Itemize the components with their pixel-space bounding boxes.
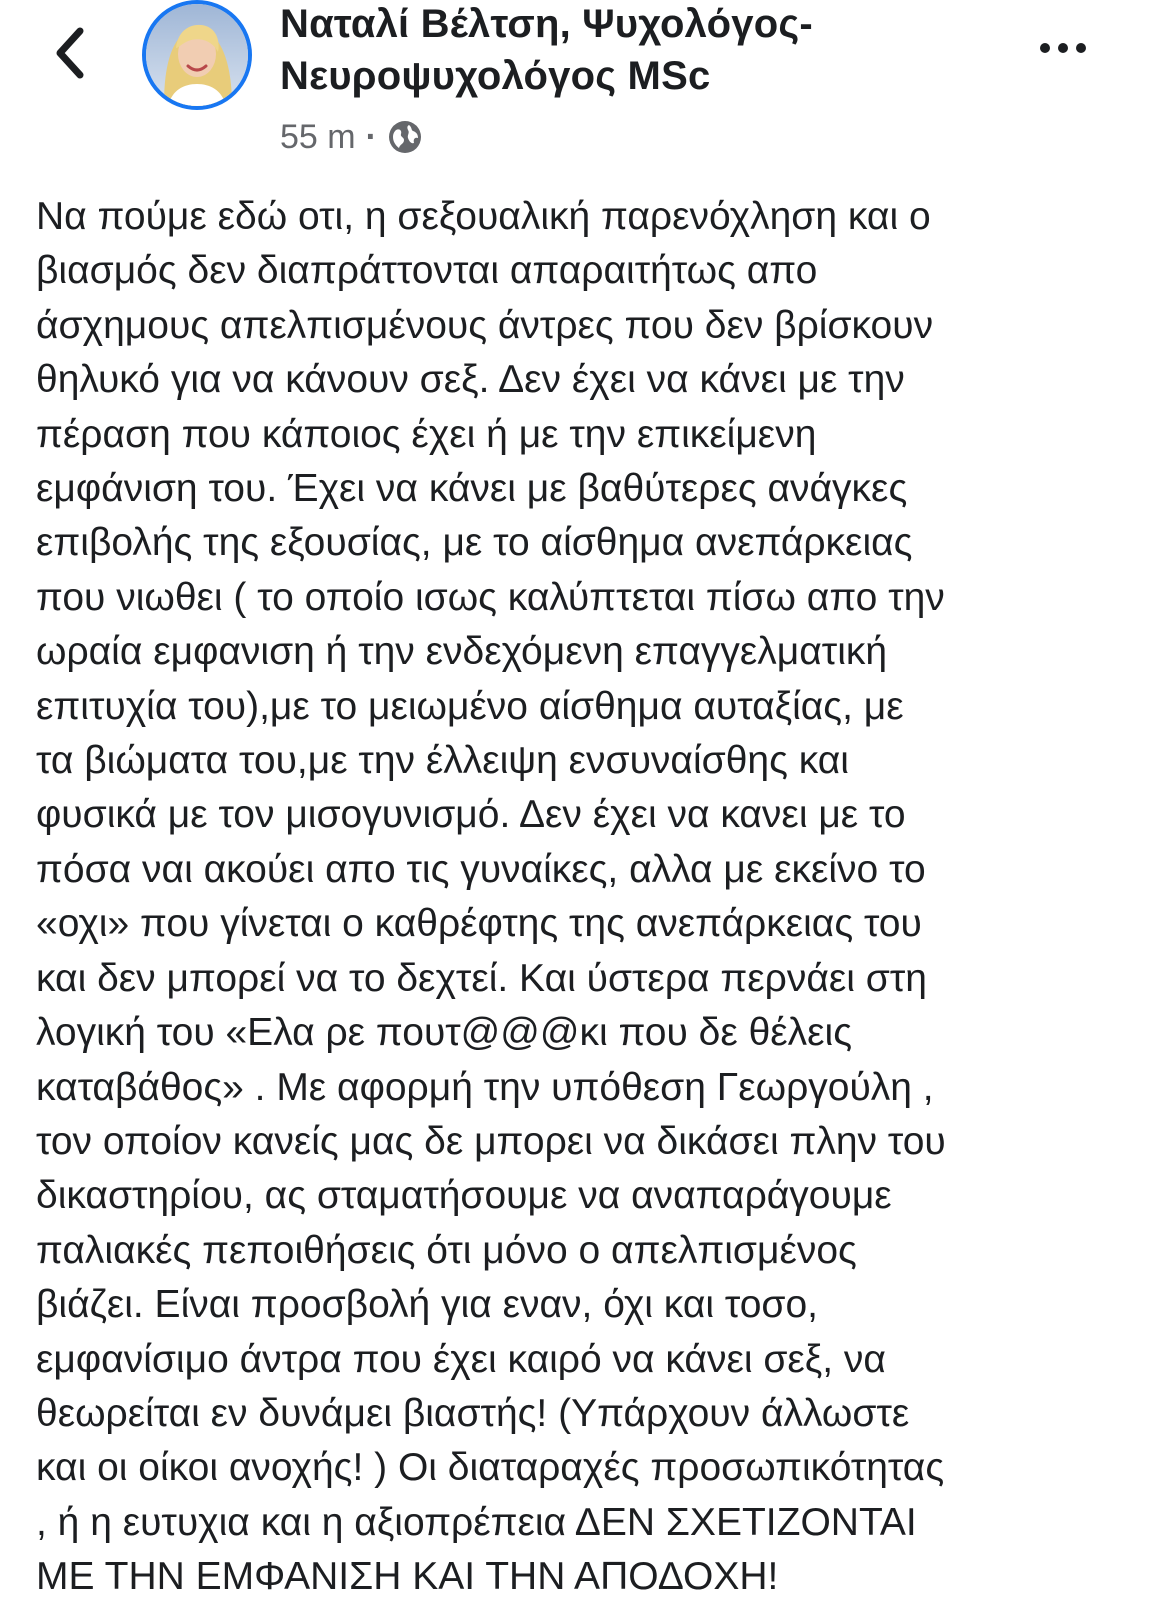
post-text-line: τον οποίον κανείς μας δε μπορει να δικάσει πλην του xyxy=(36,1119,946,1163)
post-text-line: εμφανίσιμο άντρα που έχει καιρό να κάνει σεξ, να xyxy=(36,1337,886,1381)
post-text-line: και δεν μπορεί να το δεχτεί. Και ύστερα περνάει στη xyxy=(36,956,927,1000)
post-body xyxy=(36,190,1136,1605)
post-header xyxy=(0,0,1170,170)
post-text-line: και οι οίκοι ανοχής! ) Οι διαταραχές προσωπικότητας xyxy=(36,1446,945,1490)
post-text-line: πόσα ναι ακούει απο τις γυναίκες, αλλα με εκείνο το xyxy=(36,847,926,891)
post-text-line: καταβάθος» . Με αφορμή την υπόθεση Γεωργούλη , xyxy=(36,1065,934,1109)
post-text-line: επιτυχία του),με το μειωμένο αίσθημα αυταξίας, με xyxy=(36,684,904,728)
post-text-line: «οχι» που γίνεται ο καθρέφτης της ανεπάρκειας του xyxy=(36,902,922,946)
more-horizontal-icon xyxy=(1036,43,1090,53)
author-name-line1: Ναταλί Βέλτση, Ψυχολόγος- xyxy=(280,2,813,46)
author-name-line2: Νευροψυχολόγος MSc xyxy=(280,54,711,98)
post-meta xyxy=(280,114,423,160)
post-text-line: φυσικά με τον μισογυνισμό. Δεν έχει να κανει με το xyxy=(36,793,906,837)
meta-separator: · xyxy=(365,117,377,156)
author-avatar[interactable] xyxy=(142,0,252,110)
post-text-line: βιασμός δεν διαπράττονται απαραιτήτως απο xyxy=(36,249,818,293)
chevron-left-icon xyxy=(50,25,90,81)
globe-icon[interactable] xyxy=(387,119,423,155)
author-name[interactable] xyxy=(280,0,1000,102)
post-text-line: που νιωθει ( το οποίο ισως καλύπτεται πίσω απο την xyxy=(36,575,945,619)
post-text-line: παλιακές πεποιθήσεις ότι μόνο ο απελπισμένος xyxy=(36,1228,857,1272)
post-text-line: Να πούμε εδώ οτι, η σεξουαλική παρενόχληση και ο xyxy=(36,195,931,238)
post-text-line: επιβολής της εξουσίας, με το αίσθημα ανεπάρκειας xyxy=(36,521,913,565)
post-text-line: θηλυκό για να κάνουν σεξ. Δεν έχει να κάνει με την xyxy=(36,358,905,402)
post-text-line: τα βιώματα του,με την έλλειψη ενσυναίσθης και xyxy=(36,739,849,783)
back-button[interactable] xyxy=(40,18,100,88)
post-text-line: άσχημους απελπισμένους άντρες που δεν βρίσκουν xyxy=(36,303,934,347)
post-text-line: λογική του «Ελα ρε πουτ@@@κι που δε θέλεις xyxy=(36,1011,853,1055)
post-text-line: εμφάνιση του. Έχει να κάνει με βαθύτερες ανάγκες xyxy=(36,467,908,511)
more-options-button[interactable] xyxy=(1028,28,1098,68)
post-text-line: θεωρείται εν δυνάμει βιαστής! (Υπάρχουν άλλωστε xyxy=(36,1391,910,1435)
post-text-line: ΜΕ ΤΗΝ ΕΜΦΑΝΙΣΗ ΚΑΙ ΤΗΝ ΑΠΟΔΟΧΗ! xyxy=(36,1555,779,1599)
post-text-line: ωραία εμφανιση ή την ενδεχόμενη επαγγελματική xyxy=(36,630,888,674)
avatar-photo xyxy=(146,4,248,106)
post-timestamp[interactable]: 55 m xyxy=(280,117,356,156)
post-text-line: δικαστηρίου, ας σταματήσουμε να αναπαράγουμε xyxy=(36,1174,892,1218)
post-text-line: , ή η ευτυχια και η αξιοπρέπεια ΔΕΝ ΣΧΕΤΙΖΟΝΤΑΙ xyxy=(36,1500,917,1544)
post-text-line: πέραση που κάποιος έχει ή με την επικείμενη xyxy=(36,412,817,456)
post-text-line: βιάζει. Είναι προσβολή για εναν, όχι και τοσο, xyxy=(36,1283,819,1327)
